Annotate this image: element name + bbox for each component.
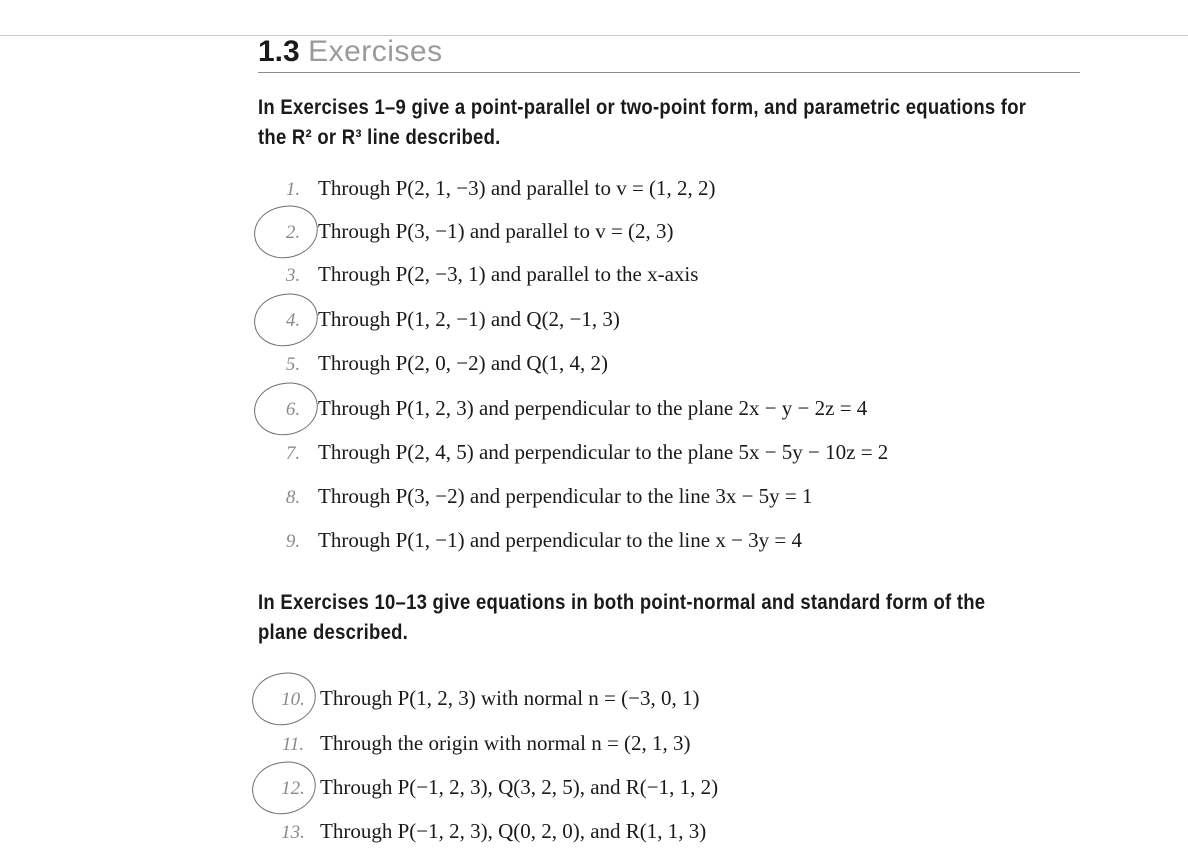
exercise-text: Through P(1, −1) and perpendicular to the line x − 3y = 4 <box>318 528 803 552</box>
exercise-text: Through P(2, 1, −3) and parallel to v = (1, 2, 2) <box>318 176 716 200</box>
exercise-text: Through P(2, 0, −2) and Q(1, 4, 2) <box>318 351 609 375</box>
exercise-2 <box>268 215 674 247</box>
exercise-number: 13. <box>281 822 305 843</box>
section-heading <box>258 32 443 72</box>
exercise-text: Through P(2, 4, 5) and perpendicular to the plane 5x − 5y − 10z = 2 <box>318 440 889 464</box>
exercise-5 <box>268 347 608 379</box>
exercise-11 <box>266 727 691 759</box>
exercise-3 <box>268 258 698 290</box>
exercise-4 <box>268 303 620 335</box>
exercise-number: 10. <box>281 689 305 710</box>
exercise-number: 7. <box>285 443 301 464</box>
instructions-lines: In Exercises 1–9 give a point-parallel or two-point form, and parametric equations for the R² or R³ line described. <box>258 96 1027 149</box>
exercise-6 <box>268 392 867 424</box>
exercise-text: Through P(−1, 2, 3), Q(3, 2, 5), and R(−1, 1, 2) <box>320 775 719 799</box>
exercise-1 <box>268 172 716 204</box>
exercise-text: Through P(1, 2, 3) with normal n = (−3, 0, 1) <box>320 686 700 710</box>
exercise-8 <box>268 480 813 512</box>
exercise-text: Through the origin with normal n = (2, 1, 3) <box>320 731 691 755</box>
exercise-text: Through P(−1, 2, 3), Q(0, 2, 0), and R(1, 1, 3) <box>320 819 707 843</box>
exercise-number: 3. <box>285 265 301 286</box>
section-title: Exercises <box>308 35 443 68</box>
exercise-number: 6. <box>285 399 301 420</box>
exercise-10 <box>266 682 699 714</box>
exercise-13 <box>266 815 706 847</box>
exercise-number: 8. <box>285 487 301 508</box>
exercise-number: 12. <box>281 778 305 799</box>
exercise-text: Through P(1, 2, 3) and perpendicular to the plane 2x − y − 2z = 4 <box>318 396 868 420</box>
exercise-9 <box>268 524 802 556</box>
exercise-number: 9. <box>285 531 301 552</box>
exercise-12 <box>266 771 718 803</box>
top-rule <box>0 35 1188 36</box>
exercise-text: Through P(3, −1) and parallel to v = (2, 3) <box>318 219 674 243</box>
exercise-number: 5. <box>285 354 301 375</box>
section-number: 1.3 <box>258 35 300 68</box>
exercise-number: 2. <box>285 222 301 243</box>
instructions-planes: In Exercises 10–13 give equations in both point-normal and standard form of the plane described. <box>258 591 986 644</box>
exercise-number: 4. <box>285 310 301 331</box>
exercise-7 <box>268 436 888 468</box>
exercise-text: Through P(1, 2, −1) and Q(2, −1, 3) <box>318 307 620 331</box>
exercise-number: 11. <box>281 734 305 755</box>
exercise-text: Through P(3, −2) and perpendicular to the line 3x − 5y = 1 <box>318 484 813 508</box>
exercise-text: Through P(2, −3, 1) and parallel to the x-axis <box>318 262 699 286</box>
exercise-number: 1. <box>285 179 301 200</box>
heading-rule <box>258 72 1080 73</box>
